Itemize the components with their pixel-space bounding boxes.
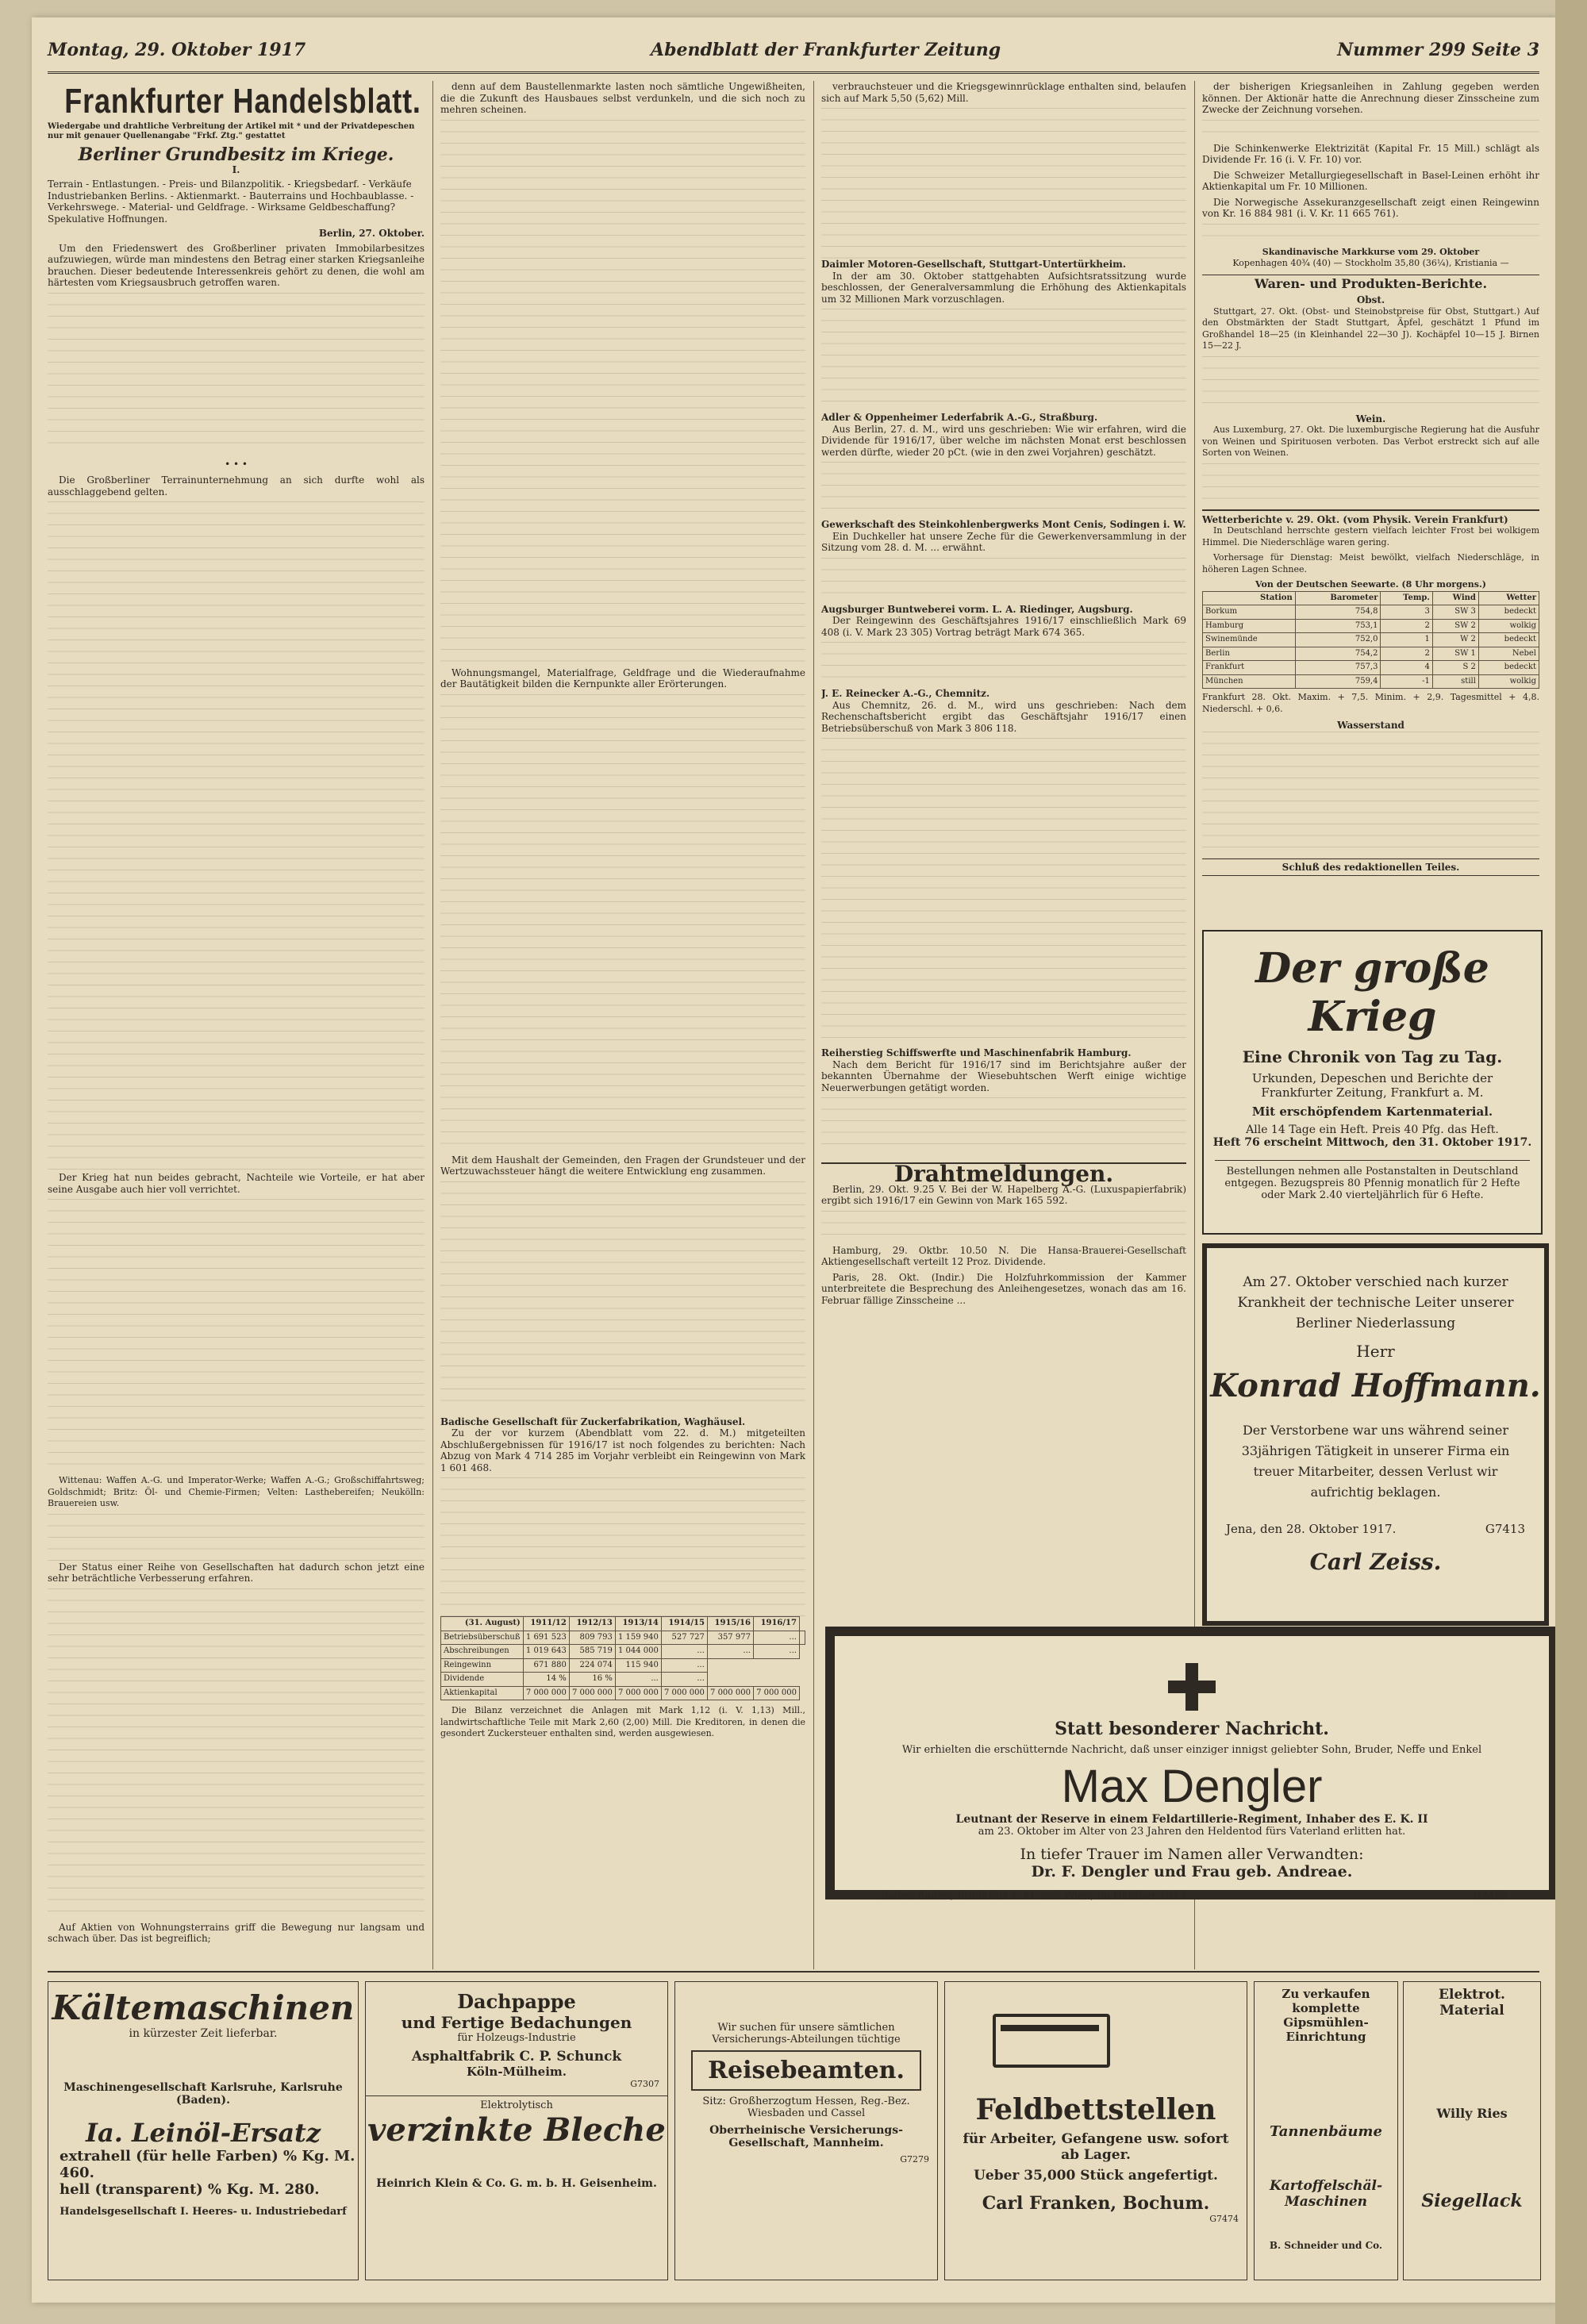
ad-company: Maschinengesellschaft Karlsruhe, Karlsruhe (Baden).: [63, 2081, 343, 2107]
body-text-block: [48, 1588, 425, 1922]
ad-price: extrahell (für helle Farben) % Kg. M. 460.: [60, 2148, 355, 2181]
ad-title: Statt besonderer Nachricht.: [1055, 1719, 1329, 1739]
body-text-block: [821, 1097, 1186, 1154]
body-text-block: [821, 108, 1186, 259]
der-grosse-krieg-ad: [1202, 930, 1543, 1235]
header-paper-name: Abendblatt der Frankfurter Zeitung: [651, 40, 1001, 60]
column-1: [48, 81, 425, 1969]
ad-company: Oberrheinische Versicherungs-Gesellschaft, Mannheim.: [709, 2124, 903, 2149]
section-title: Drahtmeldungen.: [821, 1162, 1186, 1181]
table-cell: 7 000 000: [661, 1686, 707, 1700]
subsection-title: Wein.: [1355, 413, 1386, 424]
table-cell: 1 044 000: [615, 1645, 661, 1659]
table-header-cell: 1913/14: [615, 1617, 661, 1631]
ad-title: verzinkte Bleche: [367, 2111, 666, 2149]
table-cell: S 2: [1432, 661, 1478, 675]
weather-title: Wetterberichte v. 29. Okt. (vom Physik. Verein Frankfurt): [1202, 509, 1539, 526]
article-paragraph: verbrauchsteuer und die Kriegsgewinnrücklage enthalten sind, belaufen sich auf Mark 5,50 (5,62) Mill.: [821, 81, 1186, 104]
ad-text: In tiefer Trauer im Namen aller Verwandten:: [1020, 1846, 1364, 1863]
column-rule: [432, 81, 433, 1969]
article-paragraph: Die Großberliner Terrainunternehmung an sich durfte wohl als ausschlaggebend gelten.: [48, 474, 425, 497]
end-of-editorial: Schluß des redaktionellen Teiles.: [1202, 859, 1539, 877]
article-paragraph: Wittenau: Waffen A.-G. und Imperator-Werke; Waffen A.-G.; Großschiffahrtsweg; Goldschmidt; Britz: Öl- und Chemie-Firmen; Velten: Lasthebereifen; Neukölln: Brauereien usw.: [48, 1475, 425, 1508]
iron-cross-icon: [1168, 1663, 1216, 1711]
body-text-block: [48, 501, 425, 1172]
article-title: Badische Gesellschaft für Zuckerfabrikation, Waghäusel.: [440, 1416, 746, 1427]
financial-table: [440, 1616, 805, 1700]
table-cell: Dividende: [441, 1673, 524, 1687]
ad-small-print: [1261, 2049, 1391, 2120]
ad-small-print: [377, 2152, 656, 2174]
article-title: Augsburger Buntweberei vorm. L. A. Riedinger, Augsburg.: [821, 603, 1133, 615]
ad-title: Siegellack: [1421, 2191, 1523, 2211]
ad-company: Asphaltfabrik C. P. Schunck: [411, 2049, 622, 2065]
market-rates: Kopenhagen 40¾ (40) — Stockholm 35,80 (36¼), Kristiania —: [1232, 258, 1509, 268]
body-text-block: [48, 1199, 425, 1475]
ad-text: Der Verstorbene war uns während seiner 33jährigen Tätigkeit in unserer Firma ein treuer Mitarbeiter, dessen Verlust wir aufrichtig beklagen.: [1241, 1423, 1510, 1500]
ad-text: Urkunden, Depeschen und Berichte der Frankfurter Zeitung, Frankfurt a. M.: [1251, 1071, 1493, 1100]
article-paragraph: Die Schweizer Metallurgiegesellschaft in Basel-Leinen erhöht ihr Aktienkapital um Fr. 10 Millionen.: [1202, 169, 1539, 192]
table-row: [1203, 661, 1539, 675]
table-cell: ...: [661, 1645, 707, 1659]
table-cell: 1 019 643: [523, 1645, 569, 1659]
weather-forecast: Vorhersage für Dienstag: Meist bewölkt, vielfach Niederschläge, in höheren Lagen Schnee.: [1202, 552, 1539, 574]
table-cell: [799, 1631, 805, 1645]
section-title: Waren- und Produkten-Berichte.: [1202, 275, 1539, 290]
ad-city: Köln-Mülheim.: [467, 2065, 567, 2079]
ad-text: Mit erschöpfendem Kartenmaterial.: [1251, 1104, 1493, 1119]
ad-title: Reisebeamten.: [691, 2050, 921, 2091]
table-cell: ...: [707, 1645, 753, 1659]
ad-title: Tannenbäume: [1270, 2123, 1382, 2140]
ad-code: G7307: [630, 2079, 659, 2089]
table-cell: wolkig: [1478, 674, 1539, 689]
table-cell: 585 719: [569, 1645, 615, 1659]
article-paragraph: Wohnungsmangel, Materialfrage, Geldfrage und die Wiederaufnahme der Bautätigkeit bilden die Kernpunkte aller Erörterungen.: [440, 666, 805, 690]
place-date: Jena, den 28. Oktober 1917.: [1226, 1522, 1397, 1536]
table-header-cell: Wetter: [1478, 591, 1539, 605]
ad-text: Wir suchen für unsere sämtlichen Versicherungs-Abteilungen tüchtige: [712, 2022, 901, 2046]
table-cell: ...: [753, 1645, 799, 1659]
column-2: [440, 81, 805, 1969]
table-header-cell: 1914/15: [661, 1617, 707, 1631]
body-text-block: [440, 1181, 805, 1412]
gipsmuehlen-ad: [1254, 1981, 1398, 2280]
ad-company: B. Schneider und Co.: [1269, 2240, 1383, 2251]
table-row: [441, 1673, 805, 1687]
table-cell: 7 000 000: [615, 1686, 661, 1700]
article-title: Gewerkschaft des Steinkohlenbergwerks Mont Cenis, Sodingen i. W.: [821, 519, 1186, 530]
article-paragraph: In der am 30. Oktober stattgehabten Aufsichtsratssitzung wurde beschlossen, der Generalversammlung die Erhöhung des Aktienkapitals um 32 Millionen Mark vorzuschlagen.: [821, 270, 1186, 305]
ad-title: Der große Krieg: [1255, 944, 1489, 1041]
article-part: I.: [232, 163, 240, 175]
article-paragraph: Aus Chemnitz, 26. d. M., wird uns geschrieben: Nach dem Rechenschaftsbericht ergibt das Geschäftsjahr 1916/17 einen Betriebsüberschuß von Mark 3 806 118.: [821, 699, 1186, 734]
table-cell: 7 000 000: [707, 1686, 753, 1700]
deceased-name: Max Dengler: [1061, 1761, 1323, 1812]
ad-text: Bestellungen nehmen alle Postanstalten in Deutschland entgegen. Bezugspreis 80 Pfennig monatlich für 2 Hefte oder Mark 2.40 vierteljährlich für 6 Hefte.: [1215, 1160, 1530, 1201]
kaeltemaschinen-ad: [48, 1981, 359, 2280]
table-cell: 752,0: [1295, 633, 1381, 647]
body-text-block: [821, 738, 1186, 1047]
table-cell: -1: [1381, 674, 1432, 689]
table-cell: Betriebsüberschuß: [441, 1631, 524, 1645]
article-paragraph: Der Status einer Reihe von Gesellschaften hat dadurch schon jetzt eine sehr beträchtliche Verbesserung erfahren.: [48, 1561, 425, 1584]
article-paragraph: Um den Friedenswert des Großberliner privaten Immobilarbesitzes aufzuwiegen, würde man mindestens den Betrag einer starken Kriegsanleihe brauchen. Dieser bedeutende Interessenkreis gehört zu denen, die wohl am härtesten vom Kriegsausbruch getroffen waren.: [48, 242, 425, 288]
dachpappe-ad: [365, 1981, 668, 2280]
table-row: [1203, 619, 1539, 633]
table-cell: 7 000 000: [753, 1686, 799, 1700]
ad-title: Feldbettstellen: [975, 2093, 1216, 2126]
temperature-line: Frankfurt 28. Okt. Maxim. + 7,5. Minim. + 2,9. Tagesmittel + 4,8. Niederschl. + 0,6.: [1202, 692, 1539, 714]
reproduction-notice: Wiedergabe und drahtliche Verbreitung der Artikel mit * und der Privatdepeschen nur mit genauer Quellenangabe "Frkf. Ztg." gestattet: [48, 122, 415, 140]
ad-text: am 23. Oktober im Alter von 23 Jahren den Heldentod fürs Vaterland erlitten hat.: [978, 1826, 1406, 1838]
article-paragraph: Aus Berlin, 27. d. M., wird uns geschrieben: Wie wir erfahren, wird die Dividende für 1916/17, über welche im nächsten Monat erst beschlossen werden dürfte, wieder 20 pCt. (wie in den zwei Vorjahren) geschätzt.: [821, 423, 1186, 458]
ad-text: Am 27. Oktober verschied nach kurzer Krankheit der technische Leiter unserer Berliner Niederlassung: [1237, 1274, 1514, 1331]
ad-text: Ueber 35,000 Stück angefertigt.: [974, 2168, 1218, 2184]
article-title: J. E. Reinecker A.-G., Chemnitz.: [821, 688, 990, 699]
table-cell: Reingewinn: [441, 1658, 524, 1673]
ad-subtitle: Eine Chronik von Tag zu Tag.: [1242, 1047, 1503, 1066]
table-row: [1203, 633, 1539, 647]
ad-small-print: [60, 2045, 347, 2076]
header-date: Montag, 29. Oktober 1917: [48, 40, 306, 60]
ad-text: Alle 14 Tage ein Heft. Preis 40 Pfg. das Heft.: [1246, 1124, 1499, 1136]
elektro-material-ad: [1403, 1981, 1541, 2280]
table-row: [441, 1631, 805, 1645]
table-cell: München: [1203, 674, 1296, 689]
ad-text: Heft 76 erscheint Mittwoch, den 31. Oktober 1917.: [1212, 1136, 1532, 1149]
page-edge: [1555, 0, 1587, 2324]
table-cell: 115 940: [615, 1658, 661, 1673]
body-text-block: [48, 1514, 425, 1561]
body-text-block: [48, 293, 425, 454]
table-cell: 16 %: [569, 1673, 615, 1687]
table-cell: 357 977: [707, 1631, 753, 1645]
place-date: Baden-Baden, Frankfurt a. M. und Wien, im Oktober 1917.: [881, 1890, 1189, 1902]
article-paragraph: denn auf dem Baustellenmarkte lasten noch sämtliche Ungewißheiten, die die Zukunft des Hausbaues selbst verdunkeln, und die sich noch zu mehren scheinen.: [440, 81, 805, 115]
table-cell: bedeckt: [1478, 661, 1539, 675]
table-header-cell: 1912/13: [569, 1617, 615, 1631]
table-cell: 1 159 940: [615, 1631, 661, 1645]
dengler-footer: [825, 1890, 1539, 1902]
table-cell: SW 3: [1432, 605, 1478, 620]
field-bed-icon: [993, 2014, 1110, 2068]
table-row: [1203, 647, 1539, 661]
ad-text: Dr. F. Dengler und Frau geb. Andreae.: [1031, 1863, 1353, 1880]
ad-price: hell (transparent) % Kg. M. 280.: [60, 2181, 320, 2198]
seewarte-title: Von der Deutschen Seewarte. (8 Uhr morgens.): [1255, 579, 1486, 590]
table-cell: W 2: [1432, 633, 1478, 647]
table-cell: ...: [661, 1673, 707, 1687]
article-title: Daimler Motoren-Gesellschaft, Stuttgart-Untertürkheim.: [821, 259, 1127, 270]
table-cell: 759,4: [1295, 674, 1381, 689]
table-cell: bedeckt: [1478, 605, 1539, 620]
table-header-cell: Station: [1203, 591, 1296, 605]
article-paragraph: Die Schinkenwerke Elektrizität (Kapital Fr. 15 Mill.) schlägt als Dividende Fr. 16 (i. V. Fr. 10) vor.: [1202, 142, 1539, 165]
table-cell: bedeckt: [1478, 633, 1539, 647]
table-cell: 1: [1381, 633, 1432, 647]
table-cell: 7 000 000: [523, 1686, 569, 1700]
table-cell: ...: [615, 1673, 661, 1687]
deceased-name: Konrad Hoffmann.: [1210, 1367, 1541, 1404]
market-title: Skandinavische Markkurse vom 29. Oktober: [1262, 246, 1480, 257]
table-cell: 753,1: [1295, 619, 1381, 633]
table-cell: 809 793: [569, 1631, 615, 1645]
table-cell: 754,2: [1295, 647, 1381, 661]
table-cell: 2: [1381, 619, 1432, 633]
article-paragraph: Die Norwegische Assekuranzgesellschaft zeigt einen Reingewinn von Kr. 16 884 981 (i. V. Kr. 11 665 761).: [1202, 196, 1539, 219]
body-text-block: [1202, 224, 1539, 247]
article-paragraph: Der Krieg hat nun beides gebracht, Nachteile wie Vorteile, er hat aber seine Ausgabe auch hier voll verrichtet.: [48, 1172, 425, 1195]
table-header-cell: (31. August): [441, 1617, 524, 1631]
ad-code: G7457: [1473, 1890, 1508, 1902]
table-header-cell: 1911/12: [523, 1617, 569, 1631]
article-paragraph: Hamburg, 29. Oktbr. 10.50 N. Die Hansa-Brauerei-Gesellschaft Aktiengesellschaft verteilt 12 Proz. Dividende.: [821, 1244, 1186, 1267]
body-text-block: [440, 120, 805, 667]
weather-text: In Deutschland herrschte gestern vielfach leichter Frost bei wolkigem Himmel. Die Niederschläge waren gering.: [1202, 525, 1539, 547]
table-cell: ...: [661, 1658, 707, 1673]
table-cell: 527 727: [661, 1631, 707, 1645]
body-text-block: [440, 1477, 805, 1616]
table-cell: SW 1: [1432, 647, 1478, 661]
table-cell: still: [1432, 674, 1478, 689]
ad-title: Ia. Leinöl-Ersatz: [86, 2118, 321, 2148]
article-paragraph: der bisherigen Kriegsanleihen in Zahlung gegeben werden können. Der Aktionär hatte die Anrechnung dieser Zinsscheine zum Zwecke der Zeichnung vorsehen.: [1202, 81, 1539, 115]
table-cell: 7 000 000: [569, 1686, 615, 1700]
table-header-cell: Barometer: [1295, 591, 1381, 605]
ad-signature: Carl Zeiss.: [1309, 1549, 1442, 1575]
article-keywords: Terrain - Entlastungen. - Preis- und Bilanzpolitik. - Kriegsbedarf. - Verkäufe Industriebanken Berlins. - Aktienmarkt. - Bauterrains und Hochbaublasse. - Verkehrswege. - Material- und Geldfrage. - Wirksame Geldbeschaffung? Spekulative Hoffnungen.: [48, 179, 414, 225]
ad-small-print: [1410, 2023, 1534, 2103]
running-header: [48, 33, 1539, 74]
weather-table: [1202, 591, 1539, 690]
body-text-block: [440, 694, 805, 1154]
column-4: [1202, 81, 1539, 922]
table-cell: wolkig: [1478, 619, 1539, 633]
table-cell: Aktienkapital: [441, 1686, 524, 1700]
ad-code: G7413: [1485, 1522, 1525, 1536]
column-rule: [813, 81, 814, 1969]
ad-title: Kältemaschinen: [52, 1988, 355, 2027]
newspaper-page: [32, 17, 1555, 2303]
article-paragraph: Ein Duchkeller hat unsere Zeche für die Gewerkenversammlung in der Sitzung vom 28. d. M. ... erwähnt.: [821, 530, 1186, 553]
table-row: [1203, 605, 1539, 620]
ad-place: [1226, 1522, 1525, 1536]
hoffmann-obituary: [1202, 1243, 1549, 1626]
ad-company: Handelsgesellschaft I. Heeres- u. Industriebedarf: [60, 2206, 347, 2218]
ad-small-print: [686, 2172, 926, 2228]
body-text-block: [821, 558, 1186, 604]
table-cell: Berlin: [1203, 647, 1296, 661]
ad-code: G7279: [900, 2154, 929, 2165]
table-cell: 2: [1381, 647, 1432, 661]
ad-small-print: [1410, 2124, 1534, 2188]
ad-text: in kürzester Zeit lieferbar.: [129, 2027, 278, 2040]
body-text-block: [1202, 463, 1539, 509]
ads-separator: [48, 1971, 1539, 1973]
ad-title: Zu verkaufen komplette Gipsmühlen-Einrichtung: [1282, 1987, 1370, 2044]
ad-code: G7474: [1209, 2214, 1239, 2224]
table-cell: Abschreibungen: [441, 1645, 524, 1659]
water-level-title: Wasserstand: [1337, 720, 1404, 731]
table-cell: 1 691 523: [523, 1631, 569, 1645]
table-cell: 671 880: [523, 1658, 569, 1673]
table-cell: 14 %: [523, 1673, 569, 1687]
ad-subtitle: und Fertige Bedachungen: [401, 2013, 632, 2032]
dengler-obituary: [825, 1627, 1555, 1900]
table-cell: ...: [753, 1631, 799, 1645]
ad-small-print: [1261, 2213, 1391, 2237]
table-cell: SW 2: [1432, 619, 1478, 633]
article-paragraph: Der Reingewinn des Geschäftsjahres 1916/17 einschließlich Mark 69 408 (i. V. Mark 23 305) Vortrag beträgt Mark 674 365.: [821, 615, 1186, 638]
table-note: Die Bilanz verzeichnet die Anlagen mit Mark 1,12 (i. V. 1,13) Mill., landwirtschaftliche Teile mit Mark 2,60 (2,00) Mill. Die Kreditoren, in denen die gesondert Zuckersteuer enthalten sind, werden ausgewiesen.: [440, 1705, 805, 1738]
table-cell: Nebel: [1478, 647, 1539, 661]
table-row: [441, 1658, 805, 1673]
table-cell: Borkum: [1203, 605, 1296, 620]
table-header-cell: Temp.: [1381, 591, 1432, 605]
table-header-cell: Wind: [1432, 591, 1478, 605]
article-paragraph: Auf Aktien von Wohnungsterrains griff die Bewegung nur langsam und schwach über. Das ist begreiflich;: [48, 1921, 425, 1944]
table-cell: Swinemünde: [1203, 633, 1296, 647]
section-title: Frankfurter Handelsblatt.: [64, 82, 421, 121]
table-row: [1203, 674, 1539, 689]
article-paragraph: Stuttgart, 27. Okt. (Obst- und Steinobstpreise für Obst, Stuttgart.) Auf den Obstmärkten der Stadt Stuttgart, Äpfel, geschätzt 1 Pfund im Großhandel 18—25 (in Kleinhandel 22—30 J). Kochäpfel 10—15 J. Birnen 15—22 J.: [1202, 305, 1539, 351]
ad-company: Heinrich Klein & Co. G. m. b. H. Geisenheim.: [376, 2177, 657, 2190]
table-row: [441, 1645, 805, 1659]
ad-text: Wir erhielten die erschütternde Nachricht, daß unser einziger innigst geliebter Sohn, Bruder, Neffe und Enkel: [901, 1744, 1482, 1756]
article-paragraph: Aus Luxemburg, 27. Okt. Die luxemburgische Regierung hat die Ausfuhr von Weinen und Spirituosen verboten. Das Verbot erstreckt sich auf alle Sorten von Weinen.: [1202, 424, 1539, 458]
table-cell: 4: [1381, 661, 1432, 675]
ad-text: Elektrolytisch: [366, 2095, 667, 2111]
section-break: • • •: [225, 458, 248, 470]
table-row: [441, 1686, 805, 1700]
article-paragraph: Paris, 28. Okt. (Indir.) Die Holzfuhrkommission der Kammer unterbreitete die Besprechung des Anleihengesetzes, wonach das am 16. Februar fällige Zinsscheine ...: [821, 1271, 1186, 1306]
ad-text: Herr: [1356, 1342, 1395, 1361]
ad-small-print: [1410, 2215, 1534, 2246]
body-text-block: [821, 642, 1186, 688]
subsection-title: Obst.: [1356, 294, 1385, 305]
header-page-number: Nummer 299 Seite 3: [1337, 40, 1539, 60]
article-paragraph: Berlin, 29. Okt. 9.25 V. Bei der W. Hapelberg A.-G. (Luxuspapierfabrik) ergibt sich 1916/17 ein Gewinn von Mark 165 592.: [821, 1183, 1186, 1206]
ad-company: Carl Franken, Bochum.: [982, 2193, 1210, 2214]
table-header-cell: 1915/16: [707, 1617, 753, 1631]
body-text-block: [1202, 120, 1539, 143]
ad-subtitle: für Arbeiter, Gefangene usw. sofort ab Lager.: [963, 2131, 1229, 2163]
ad-title: Kartoffelschäl-Maschinen: [1269, 2178, 1383, 2210]
table-cell: 754,8: [1295, 605, 1381, 620]
feldbettstellen-ad: [944, 1981, 1247, 2280]
table-cell: 224 074: [569, 1658, 615, 1673]
article-paragraph: Zu der vor kurzem (Abendblatt vom 22. d. M.) mitgeteilten Abschlußergebnissen für 1916/17 ist noch folgendes zu berichten: Nach Abzug von Mark 4 714 285 im Vorjahr verbleibt ein Reingewinn von Mark 1 601 468.: [440, 1427, 805, 1473]
body-text-block: [821, 309, 1186, 412]
table-header-cell: 1916/17: [753, 1617, 799, 1631]
ad-company: Willy Ries: [1436, 2106, 1508, 2121]
reisebeamten-ad: [674, 1981, 938, 2280]
article-title: Berliner Grundbesitz im Kriege.: [78, 144, 394, 165]
ad-title: Elektrot. Material: [1439, 1987, 1505, 2019]
table-cell: 3: [1381, 605, 1432, 620]
article-title: Adler & Oppenheimer Lederfabrik A.-G., Straßburg.: [821, 412, 1098, 423]
body-text-block: [821, 1211, 1186, 1245]
article-paragraph: Mit dem Haushalt der Gemeinden, den Fragen der Grundsteuer und der Wertzuwachssteuer hängt die weitere Entwicklung eng zusammen.: [440, 1154, 805, 1177]
ad-text: Sitz: Großherzogtum Hessen, Reg.-Bez. Wiesbaden und Cassel: [702, 2095, 910, 2119]
body-text-block: [821, 462, 1186, 519]
ad-text: Leutnant der Reserve in einem Feldartillerie-Regiment, Inhaber des E. K. II: [955, 1813, 1428, 1826]
article-dateline: Berlin, 27. Oktober.: [318, 228, 425, 239]
table-cell: Hamburg: [1203, 619, 1296, 633]
body-text-block: [1202, 356, 1539, 413]
article-title: Reiherstieg Schiffswerfte und Maschinenfabrik Hamburg.: [821, 1047, 1132, 1058]
article-paragraph: Nach dem Bericht für 1916/17 sind im Berichtsjahre außer der bekannten Übernahme der Wiesebuhtschen Werft einige wichtige Neuerwerbungen getätigt worden.: [821, 1058, 1186, 1093]
ad-small-print: [1261, 2143, 1391, 2175]
table-cell: Frankfurt: [1203, 661, 1296, 675]
water-level-table: [1202, 732, 1539, 859]
table-cell: 757,3: [1295, 661, 1381, 675]
ad-text: für Holzeugs-Industrie: [457, 2032, 576, 2044]
ad-title: Dachpappe: [457, 1990, 576, 2013]
